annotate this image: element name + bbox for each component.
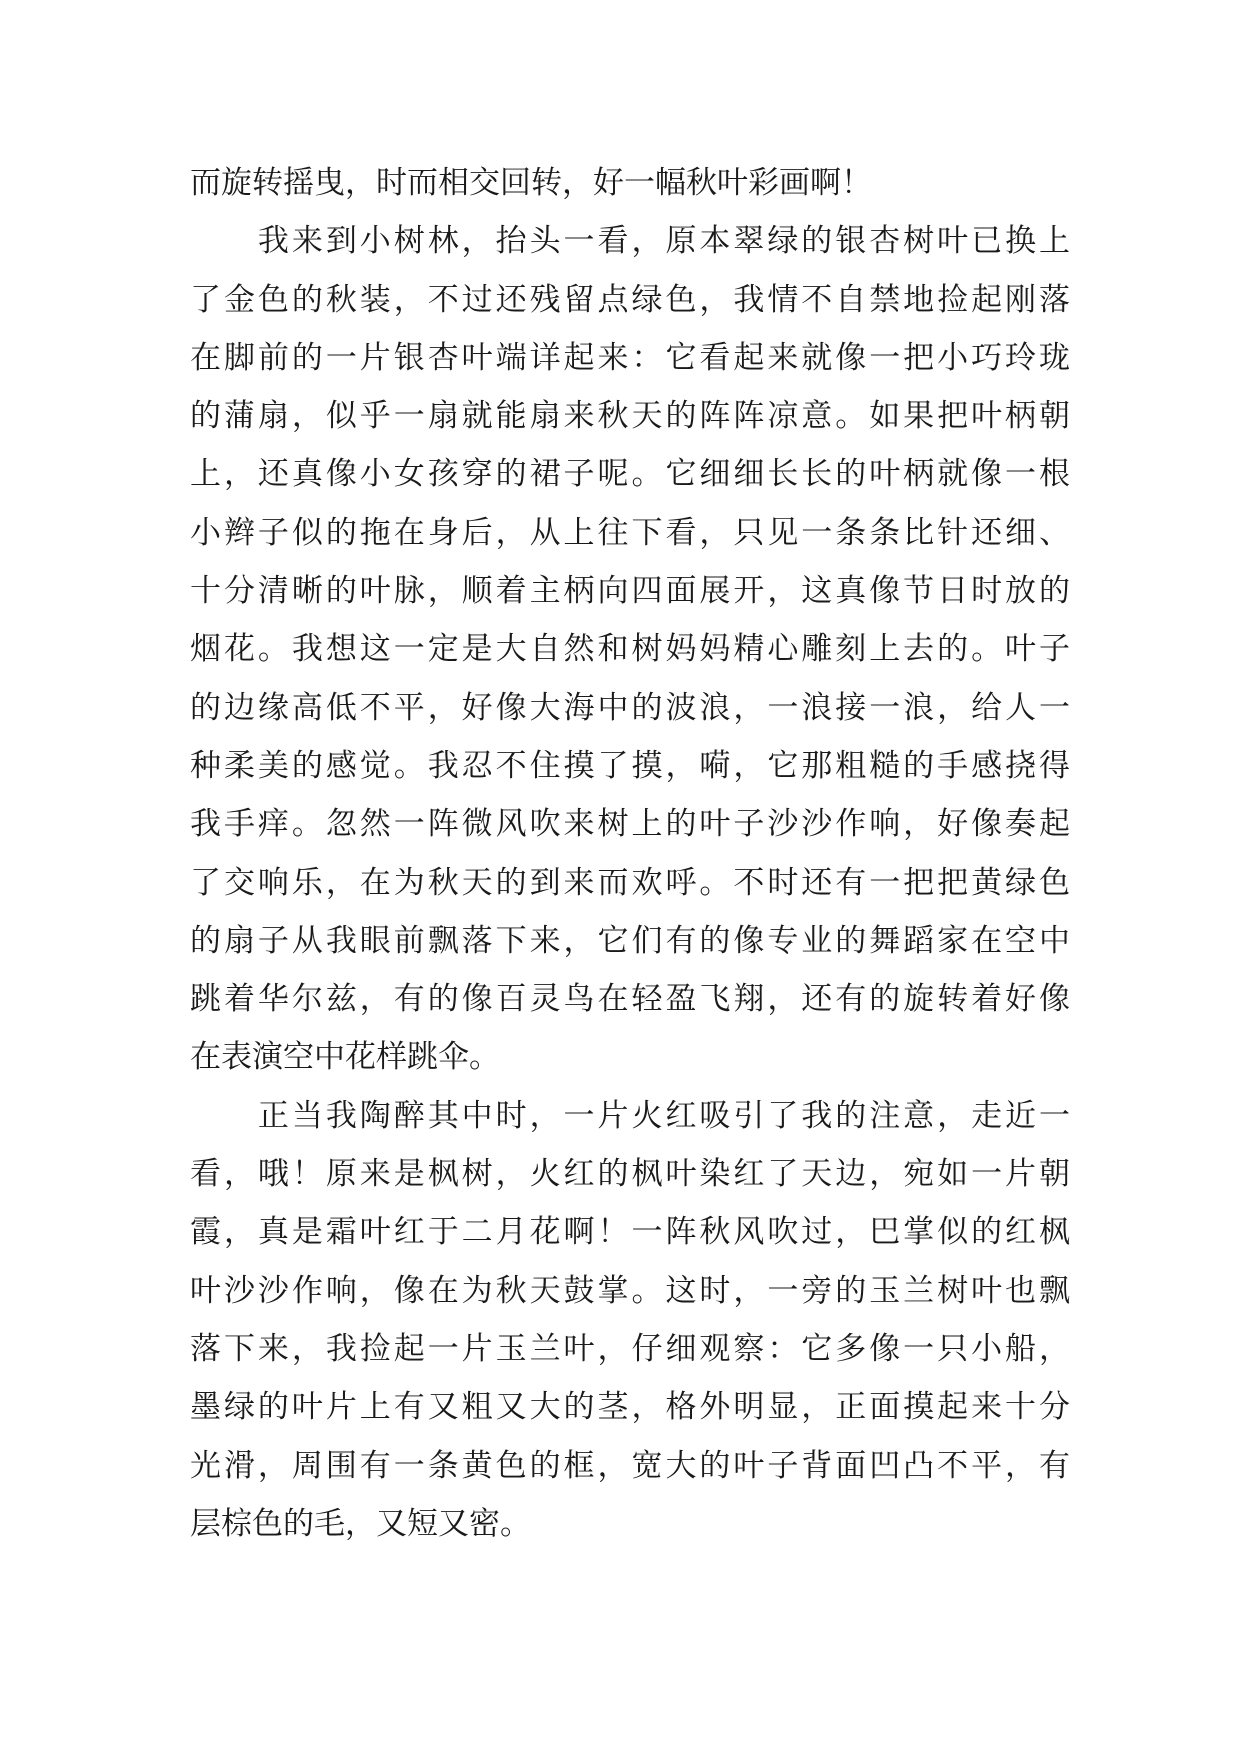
text-line: 跳着华尔兹，有的像百灵鸟在轻盈飞翔，还有的旋转着好像	[190, 981, 1070, 1018]
text-line: 上，还真像小女孩穿的裙子呢。它细细长长的叶柄就像一根	[190, 456, 1070, 493]
text-line: 十分清晰的叶脉，顺着主柄向四面展开，这真像节日时放的	[190, 573, 1070, 610]
text-line: 而旋转摇曳，时而相交回转，好一幅秋叶彩画啊！	[190, 165, 872, 201]
text-line: 在脚前的一片银杏叶端详起来：它看起来就像一把小巧玲珑	[190, 339, 1070, 376]
text-line: 光滑，周围有一条黄色的框，宽大的叶子背面凹凸不平，有	[190, 1447, 1070, 1484]
text-line: 墨绿的叶片上有又粗又大的茎，格外明显，正面摸起来十分	[190, 1389, 1070, 1426]
text-line: 我手痒。忽然一阵微风吹来树上的叶子沙沙作响，好像奏起	[190, 806, 1070, 843]
text-line: 看，哦！原来是枫树，火红的枫叶染红了天边，宛如一片朝	[190, 1156, 1070, 1193]
text-line: 层棕色的毛，又短又密。	[190, 1505, 531, 1542]
text-line: 了金色的秋装，不过还残留点绿色，我情不自禁地捡起刚落	[190, 281, 1070, 318]
text-line: 小辫子似的拖在身后，从上往下看，只见一条条比针还细、	[190, 514, 1070, 551]
text-line: 落下来，我捡起一片玉兰叶，仔细观察：它多像一只小船，	[190, 1330, 1070, 1367]
text-line: 我来到小树林，抬头一看，原本翠绿的银杏树叶已换上	[190, 223, 1070, 260]
text-line: 的扇子从我眼前飘落下来，它们有的像专业的舞蹈家在空中	[190, 922, 1070, 959]
text-line: 种柔美的感觉。我忍不住摸了摸，嗬，它那粗糙的手感挠得	[190, 747, 1070, 784]
text-line: 烟花。我想这一定是大自然和树妈妈精心雕刻上去的。叶子	[190, 631, 1070, 668]
text-line: 在表演空中花样跳伞。	[190, 1039, 500, 1076]
text-line: 正当我陶醉其中时，一片火红吸引了我的注意，走近一	[190, 1097, 1070, 1134]
text-line: 的蒲扇，似乎一扇就能扇来秋天的阵阵凉意。如果把叶柄朝	[190, 398, 1070, 435]
text-line: 霞，真是霜叶红于二月花啊！一阵秋风吹过，巴掌似的红枫	[190, 1214, 1070, 1251]
body-text	[190, 154, 1070, 1553]
text-line: 的边缘高低不平，好像大海中的波浪，一浪接一浪，给人一	[190, 689, 1070, 726]
text-line: 了交响乐，在为秋天的到来而欢呼。不时还有一把把黄绿色	[190, 864, 1070, 901]
text-line: 叶沙沙作响，像在为秋天鼓掌。这时，一旁的玉兰树叶也飘	[190, 1272, 1070, 1309]
